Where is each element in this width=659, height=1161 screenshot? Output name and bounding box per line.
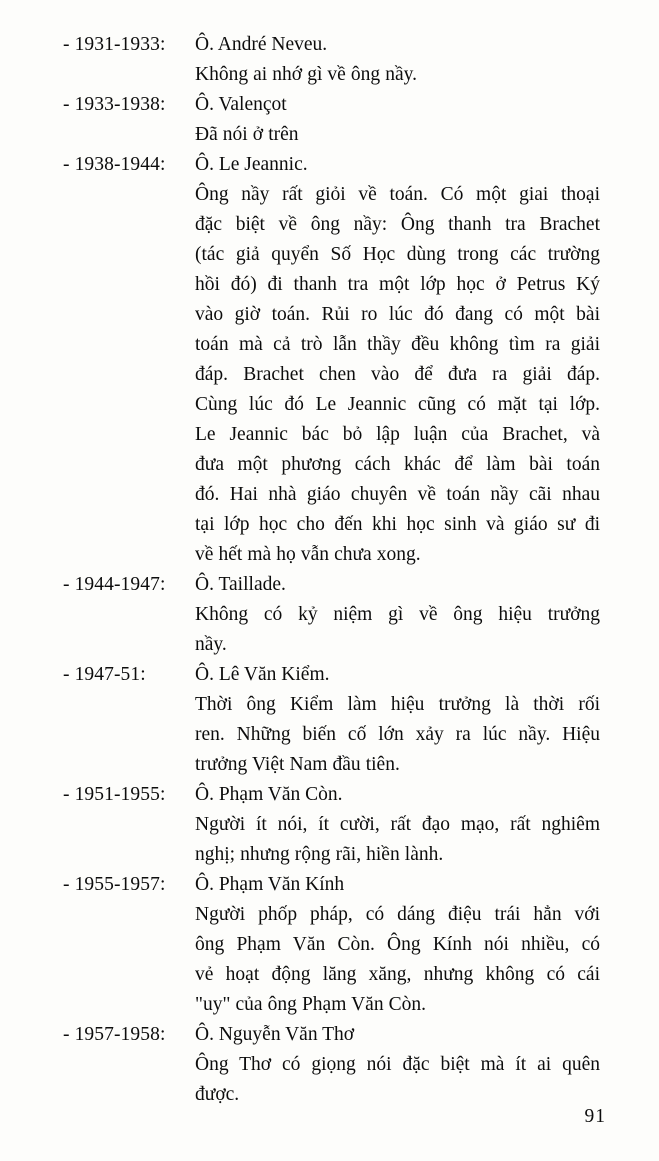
entry-body bbox=[195, 90, 600, 150]
page-number: 91 bbox=[584, 1106, 606, 1127]
entry-body bbox=[195, 660, 600, 780]
entry-description bbox=[195, 600, 600, 660]
entry-body bbox=[195, 150, 600, 570]
description-line: vẻ hoạt động lăng xăng, nhưng không có cái bbox=[195, 964, 600, 985]
description-line: Cùng lúc đó Le Jeannic cũng có mặt tại lớp. bbox=[195, 394, 600, 415]
description-line: (tác giả quyển Số Học dùng trong các trường bbox=[195, 244, 600, 265]
principals-list bbox=[63, 30, 600, 1110]
entry-description bbox=[195, 900, 600, 1020]
principal-entry bbox=[63, 1020, 600, 1110]
description-line: Thời ông Kiểm làm hiệu trưởng là thời rối bbox=[195, 694, 600, 715]
entry-body bbox=[195, 30, 600, 90]
entry-term: - 1933-1938: bbox=[63, 94, 166, 115]
entry-description bbox=[195, 180, 600, 570]
entry-name: Ô. Taillade. bbox=[195, 574, 286, 595]
entry-term: - 1944-1947: bbox=[63, 574, 166, 595]
entry-name: Ô. André Neveu. bbox=[195, 34, 328, 55]
description-line: đặc biệt về ông nầy: Ông thanh tra Brachet bbox=[195, 214, 600, 235]
entry-term: - 1951-1955: bbox=[63, 784, 166, 805]
entry-body bbox=[195, 1020, 600, 1110]
entry-term: - 1957-1958: bbox=[63, 1024, 166, 1045]
description-line: đó. Hai nhà giáo chuyên về toán nầy cãi nhau bbox=[195, 484, 600, 505]
entry-term: - 1938-1944: bbox=[63, 154, 166, 175]
entry-description bbox=[195, 690, 600, 780]
entry-name: Ô. Nguyễn Văn Thơ bbox=[195, 1024, 355, 1045]
principal-entry bbox=[63, 150, 600, 570]
description-line: được. bbox=[195, 1084, 240, 1105]
entry-description bbox=[195, 810, 600, 870]
description-line: Đã nói ở trên bbox=[195, 124, 299, 145]
entry-term: - 1955-1957: bbox=[63, 874, 166, 895]
entry-body bbox=[195, 570, 600, 660]
description-line: Ông nầy rất giỏi về toán. Có một giai thoại bbox=[195, 184, 600, 205]
description-line: hồi đó) đi thanh tra một lớp học ở Petrus Ký bbox=[195, 274, 600, 295]
entry-name: Ô. Phạm Văn Kính bbox=[195, 874, 345, 895]
description-line: nghị; nhưng rộng rãi, hiền lành. bbox=[195, 844, 444, 865]
entry-name: Ô. Phạm Văn Còn. bbox=[195, 784, 343, 805]
description-line: vào giờ toán. Rủi ro lúc đó đang có một bài bbox=[195, 304, 600, 325]
principal-entry bbox=[63, 870, 600, 1020]
description-line: về hết mà họ vẫn chưa xong. bbox=[195, 544, 421, 565]
principal-entry bbox=[63, 30, 600, 90]
principal-entry bbox=[63, 90, 600, 150]
principal-entry bbox=[63, 660, 600, 780]
description-line: Ông Thơ có giọng nói đặc biệt mà ít ai quên bbox=[195, 1054, 600, 1075]
description-line: đưa một phương cách khác để làm bài toán bbox=[195, 454, 600, 475]
description-line: "uy" của ông Phạm Văn Còn. bbox=[195, 994, 427, 1015]
principal-entry bbox=[63, 780, 600, 870]
description-line: Không có kỷ niệm gì về ông hiệu trưởng bbox=[195, 604, 600, 625]
description-line: nầy. bbox=[195, 634, 227, 655]
entry-description bbox=[195, 120, 600, 150]
entry-name: Ô. Le Jeannic. bbox=[195, 154, 308, 175]
entry-term: - 1931-1933: bbox=[63, 34, 166, 55]
description-line: Le Jeannic bác bỏ lập luận của Brachet, và bbox=[195, 424, 600, 445]
entry-name: Ô. Lê Văn Kiểm. bbox=[195, 664, 330, 685]
description-line: toán mà cả trò lẫn thầy đều không tìm ra giải bbox=[195, 334, 600, 355]
entry-body bbox=[195, 780, 600, 870]
entry-description bbox=[195, 1050, 600, 1110]
description-line: trưởng Việt Nam đầu tiên. bbox=[195, 754, 400, 775]
entry-body bbox=[195, 870, 600, 1020]
description-line: ông Phạm Văn Còn. Ông Kính nói nhiều, có bbox=[195, 934, 600, 955]
description-line: đáp. Brachet chen vào để đưa ra giải đáp. bbox=[195, 364, 600, 385]
description-line: Không ai nhớ gì về ông nầy. bbox=[195, 64, 418, 85]
description-line: ren. Những biến cố lớn xảy ra lúc nầy. Hiệu bbox=[195, 724, 600, 745]
entry-name: Ô. Valençot bbox=[195, 94, 287, 115]
principal-entry bbox=[63, 570, 600, 660]
description-line: Người phốp pháp, có dáng điệu trái hẳn với bbox=[195, 904, 600, 925]
description-line: tại lớp học cho đến khi học sinh và giáo sư đi bbox=[195, 514, 600, 535]
entry-term: - 1947-51: bbox=[63, 664, 146, 685]
entry-description bbox=[195, 60, 600, 90]
description-line: Người ít nói, ít cười, rất đạo mạo, rất nghiêm bbox=[195, 814, 600, 835]
